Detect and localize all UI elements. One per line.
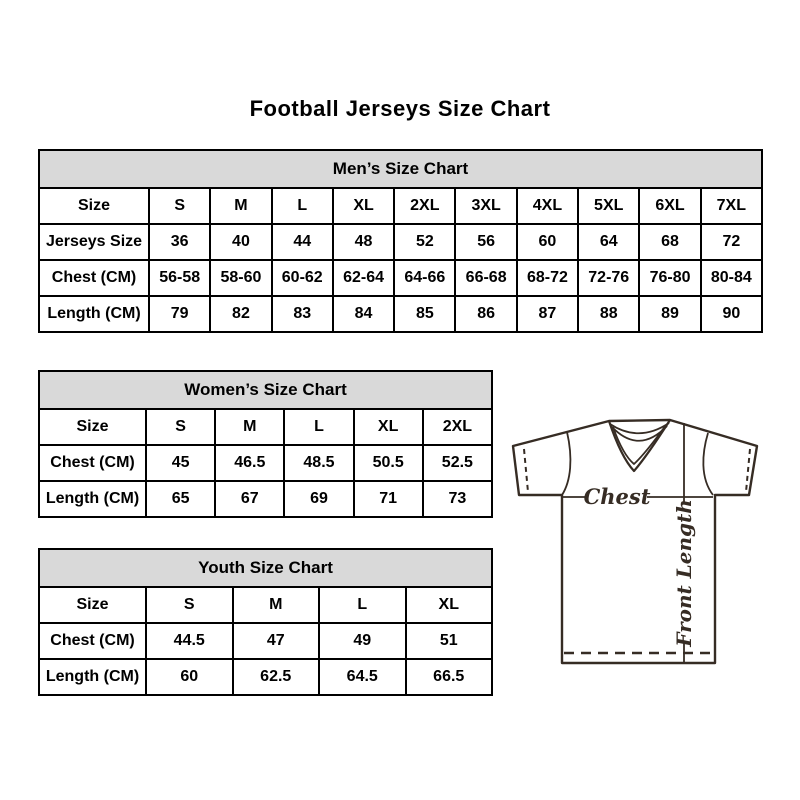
value-cell: 64-66 <box>394 260 455 296</box>
value-cell: 64 <box>578 224 639 260</box>
men-table-row <box>39 224 762 260</box>
value-cell: L <box>284 409 353 445</box>
men-table-row <box>39 188 762 224</box>
value-cell: 87 <box>517 296 578 332</box>
women-table-row <box>39 481 492 517</box>
youth-table-title: Youth Size Chart <box>39 549 492 587</box>
value-cell: 76-80 <box>639 260 700 296</box>
row-label-cell: Length (CM) <box>39 296 149 332</box>
value-cell: 86 <box>455 296 516 332</box>
value-cell: 3XL <box>455 188 516 224</box>
value-cell: 73 <box>423 481 492 517</box>
value-cell: 48 <box>333 224 394 260</box>
mens-size-table <box>38 149 763 333</box>
men-table-title: Men’s Size Chart <box>39 150 762 188</box>
men-table-row <box>39 260 762 296</box>
row-label-cell: Chest (CM) <box>39 445 146 481</box>
value-cell: M <box>233 587 320 623</box>
value-cell: 48.5 <box>284 445 353 481</box>
value-cell: S <box>146 587 233 623</box>
value-cell: 60 <box>517 224 578 260</box>
row-label-cell: Size <box>39 409 146 445</box>
youth-table-row <box>39 659 492 695</box>
row-label-cell: Chest (CM) <box>39 623 146 659</box>
value-cell: 71 <box>354 481 423 517</box>
page-title: Football Jerseys Size Chart <box>249 96 551 121</box>
value-cell: 66-68 <box>455 260 516 296</box>
men-table-header-row <box>39 150 762 188</box>
value-cell: 72 <box>701 224 762 260</box>
row-label-cell: Jerseys Size <box>39 224 149 260</box>
women-table-header-row <box>39 371 492 409</box>
women-table-row <box>39 445 492 481</box>
youth-table-row <box>39 587 492 623</box>
right-sleeve-seam-icon <box>703 433 713 495</box>
women-table-row <box>39 409 492 445</box>
value-cell: 5XL <box>578 188 639 224</box>
men-table-row <box>39 296 762 332</box>
value-cell: 56-58 <box>149 260 210 296</box>
value-cell: XL <box>406 587 493 623</box>
value-cell: 60-62 <box>272 260 333 296</box>
left-cuff-dashed-line <box>524 449 528 492</box>
value-cell: 56 <box>455 224 516 260</box>
value-cell: 36 <box>149 224 210 260</box>
youth-size-table <box>38 548 493 696</box>
value-cell: 4XL <box>517 188 578 224</box>
value-cell: 88 <box>578 296 639 332</box>
value-cell: S <box>149 188 210 224</box>
front-length-label: Front Length <box>672 499 696 647</box>
value-cell: 72-76 <box>578 260 639 296</box>
value-cell: 6XL <box>639 188 700 224</box>
value-cell: 40 <box>210 224 271 260</box>
value-cell: 52 <box>394 224 455 260</box>
left-sleeve-seam-icon <box>562 432 570 495</box>
value-cell: 89 <box>639 296 700 332</box>
value-cell: L <box>319 587 406 623</box>
value-cell: 65 <box>146 481 215 517</box>
value-cell: 45 <box>146 445 215 481</box>
value-cell: 62.5 <box>233 659 320 695</box>
vneck-inner-icon <box>613 425 666 464</box>
row-label-cell: Size <box>39 587 146 623</box>
row-label-cell: Length (CM) <box>39 481 146 517</box>
value-cell: 85 <box>394 296 455 332</box>
row-label-cell: Length (CM) <box>39 659 146 695</box>
value-cell: 49 <box>319 623 406 659</box>
row-label-cell: Size <box>39 188 149 224</box>
value-cell: 60 <box>146 659 233 695</box>
value-cell: M <box>215 409 284 445</box>
jersey-outline <box>513 420 757 663</box>
womens-size-table <box>38 370 493 518</box>
value-cell: S <box>146 409 215 445</box>
value-cell: 62-64 <box>333 260 394 296</box>
youth-table-row <box>39 623 492 659</box>
jersey-measurement-diagram <box>500 403 770 665</box>
value-cell: 68-72 <box>517 260 578 296</box>
value-cell: 67 <box>215 481 284 517</box>
value-cell: 50.5 <box>354 445 423 481</box>
chest-label: Chest <box>583 484 651 509</box>
value-cell: 44 <box>272 224 333 260</box>
row-label-cell: Chest (CM) <box>39 260 149 296</box>
value-cell: 46.5 <box>215 445 284 481</box>
value-cell: 80-84 <box>701 260 762 296</box>
women-table-title: Women’s Size Chart <box>39 371 492 409</box>
value-cell: 84 <box>333 296 394 332</box>
value-cell: XL <box>354 409 423 445</box>
value-cell: 90 <box>701 296 762 332</box>
value-cell: L <box>272 188 333 224</box>
value-cell: 47 <box>233 623 320 659</box>
value-cell: XL <box>333 188 394 224</box>
value-cell: 58-60 <box>210 260 271 296</box>
value-cell: 2XL <box>423 409 492 445</box>
value-cell: 44.5 <box>146 623 233 659</box>
value-cell: 79 <box>149 296 210 332</box>
value-cell: 68 <box>639 224 700 260</box>
value-cell: M <box>210 188 271 224</box>
value-cell: 7XL <box>701 188 762 224</box>
youth-table-header-row <box>39 549 492 587</box>
value-cell: 52.5 <box>423 445 492 481</box>
value-cell: 66.5 <box>406 659 493 695</box>
value-cell: 82 <box>210 296 271 332</box>
value-cell: 2XL <box>394 188 455 224</box>
value-cell: 51 <box>406 623 493 659</box>
value-cell: 64.5 <box>319 659 406 695</box>
value-cell: 83 <box>272 296 333 332</box>
value-cell: 69 <box>284 481 353 517</box>
